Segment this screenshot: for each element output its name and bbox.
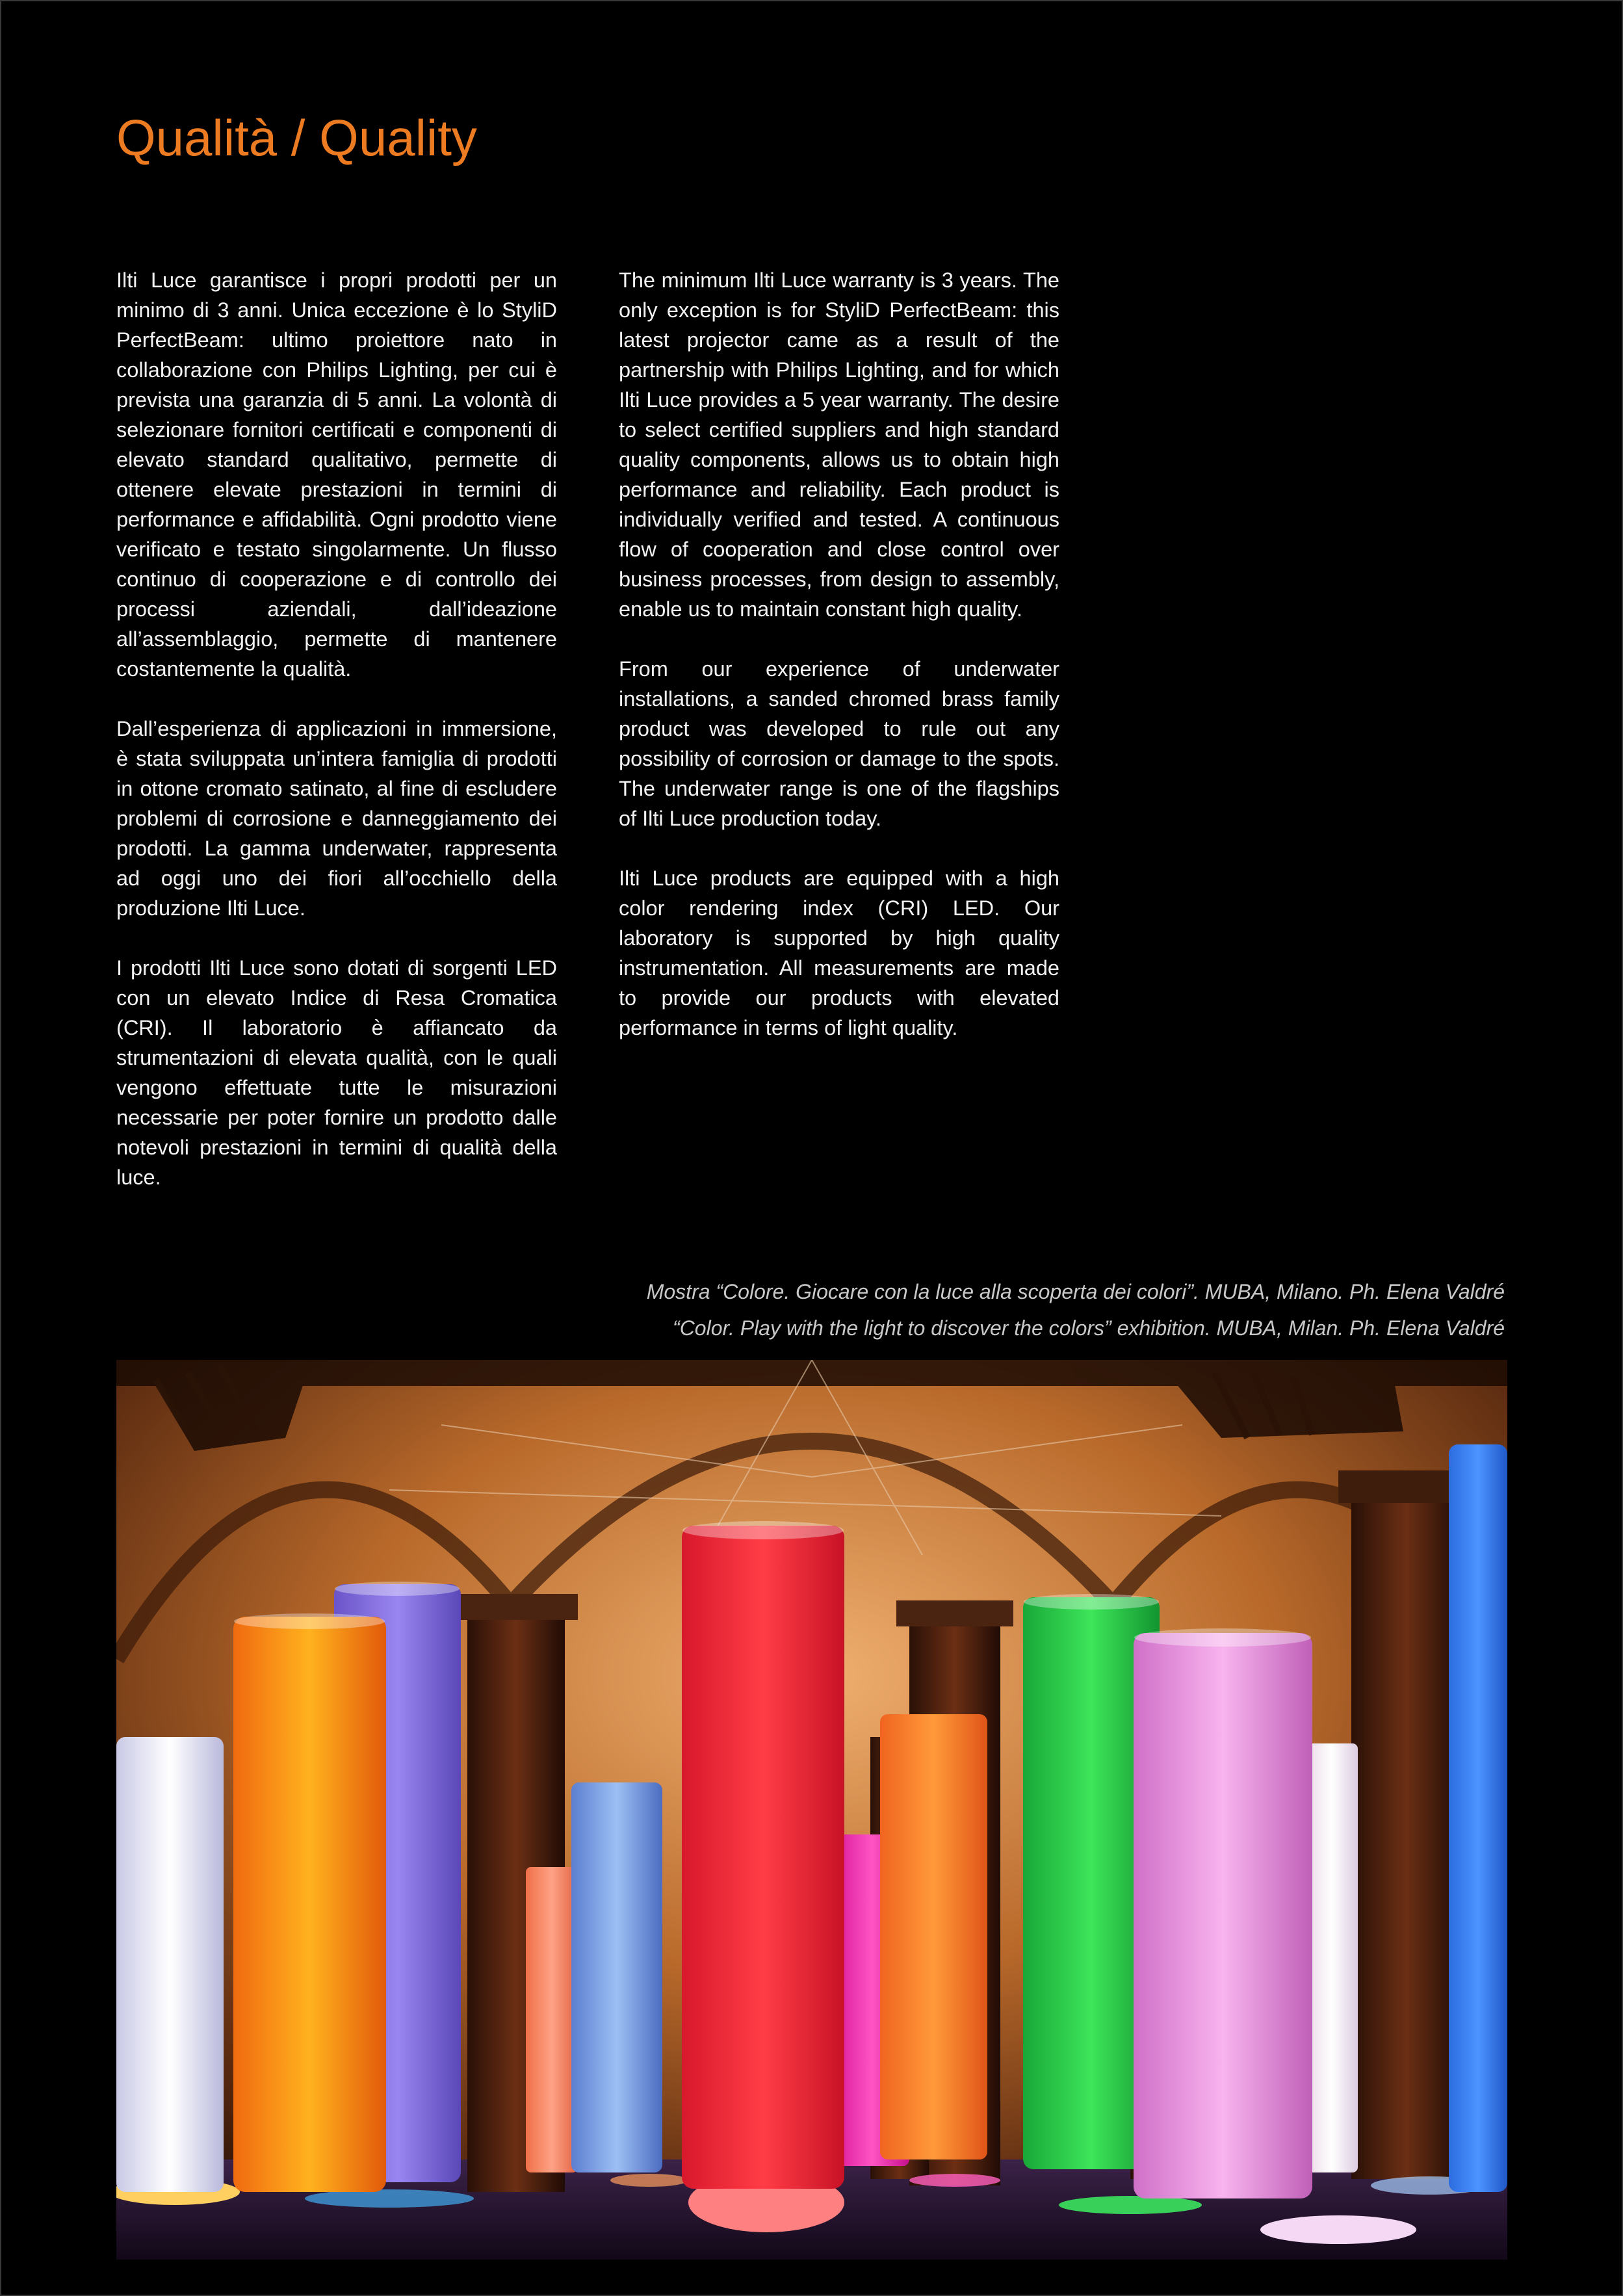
photo-caption-italian: Mostra “Colore. Giocare con la luce alla scoperta dei colori”. MUBA, Milano. Ph. Elena Valdré [646, 1280, 1505, 1303]
english-column [619, 265, 1059, 1043]
italian-paragraph-2: Dall’esperienza di applicazioni in immersione, è stata sviluppata un’intera famiglia di prodotti in ottone cromato satinato, al fine di escludere problemi di corrosione e danneggiamento dei prodotti. La gamma underwater, rappresenta ad oggi uno dei fiori all’occhiello della produzione Ilti Luce. [116, 717, 557, 920]
english-paragraph-1: The minimum Ilti Luce warranty is 3 years. The only exception is for StyliD PerfectBeam: this latest projector came as a result of the partnership with Philips Lighting, and for which Ilti Luce provides a 5 year warranty. The desire to select certified suppliers and high standard quality components, allows us to obtain high performance and reliability. Each product is individually verified and tested. A continuous flow of cooperation and close control over business processes, from design to assembly, enable us to maintain constant high quality. [619, 268, 1059, 621]
italian-column [116, 265, 557, 1192]
exhibition-photo [116, 1360, 1507, 2260]
english-paragraph-3: Ilti Luce products are equipped with a high color rendering index (CRI) LED. Our laboratory is supported by high quality instrumentation. All measurements are made to provide our products with elevated performance in terms of light quality. [619, 867, 1059, 1039]
photo-caption-english: “Color. Play with the light to discover the colors” exhibition. MUBA, Milan. Ph. Elena Valdré [673, 1316, 1505, 1340]
italian-paragraph-3: I prodotti Ilti Luce sono dotati di sorgenti LED con un elevato Indice di Resa Cromatica (CRI). Il laboratorio è affiancato da strumentazioni di elevata qualità, con le quali vengono effettuate tutte le misurazioni necessarie per poter fornire un prodotto dalle notevoli prestazioni in termini di qualità della luce. [116, 956, 557, 1189]
exhibition-photo-illustration [116, 1360, 1507, 2260]
page-title: Qualità / Quality [116, 109, 477, 166]
english-paragraph-2: From our experience of underwater installations, a sanded chromed brass family product was developed to rule out any possibility of corrosion or damage to the spots. The underwater range is one of the flagships of Ilti Luce production today. [619, 657, 1059, 830]
italian-paragraph-1: Ilti Luce garantisce i propri prodotti per un minimo di 3 anni. Unica eccezione è lo StyliD PerfectBeam: ultimo proiettore nato in collaborazione con Philips Lighting, per cui è prevista una garanzia di 5 anni. La volontà di selezionare fornitori certificati e componenti di elevato standard qualitativo, permette di ottenere elevate prestazioni in termini di performance e affidabilità. Ogni prodotto viene verificato e testato singolarmente. Un flusso continuo di cooperazione e di controllo dei processi aziendali, dall’ideazione all’assemblaggio, permette di mantenere costantemente la qualità. [116, 268, 557, 681]
